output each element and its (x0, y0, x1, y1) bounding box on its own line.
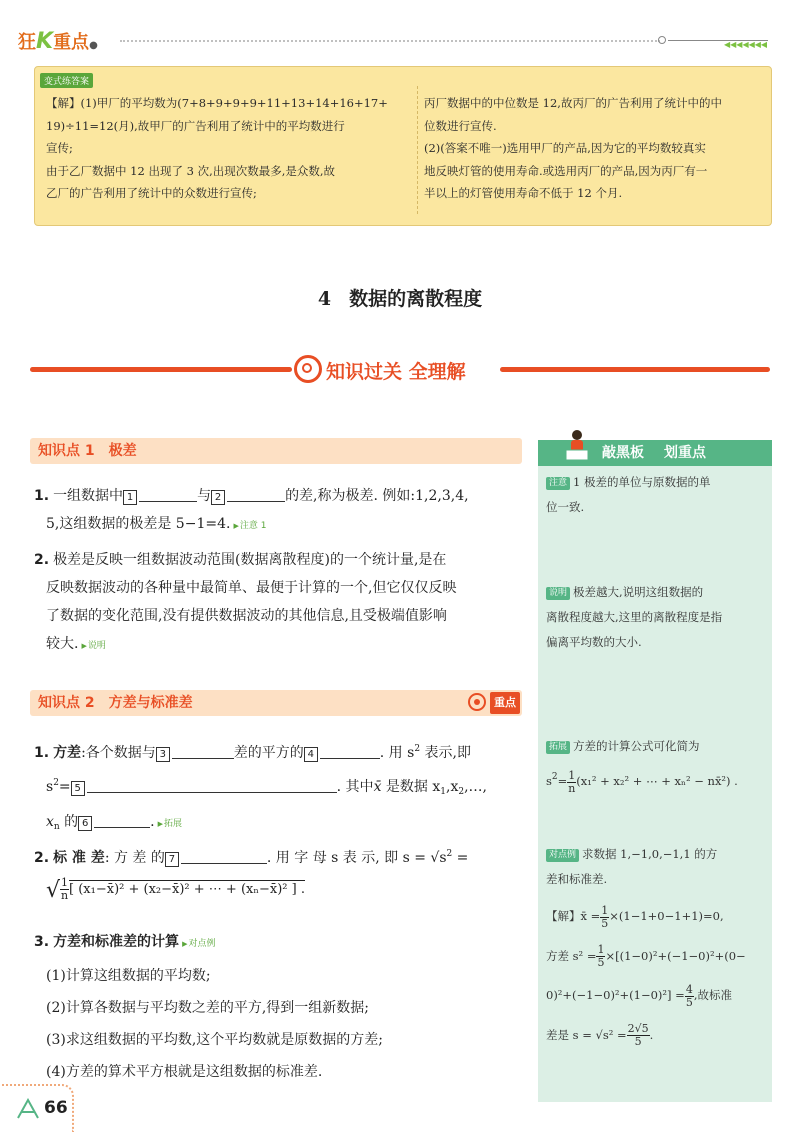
answer-line: 地反映灯管的使用寿命.或选用丙厂的产品,因为丙厂有一 (424, 163, 708, 178)
teacher-icon (562, 428, 592, 464)
target-icon (468, 693, 486, 711)
section-title: 4 数据的离散程度 (317, 288, 483, 310)
blank-number: 2 (211, 490, 225, 505)
brand-logo: 狂K重点● (18, 29, 98, 54)
answer-line: 乙厂的广告利用了统计中的众数进行宣传; (46, 186, 257, 200)
answer-line: 丙厂数据中的中位数是 12,故丙厂的广告利用了统计中的中 (424, 96, 722, 110)
fraction: $\frac{1}{n}$ (60, 876, 69, 902)
answer-line: 【解】(1)甲厂的平均数为(7+8+9+9+9+11+13+14+16+17+ (46, 96, 388, 110)
kp2-header: 知识点 2 方差与标准差 重点 (30, 690, 522, 716)
kp1-item1: 1. 一组数据中 1 与 2 的差,称为极差. 例如:1,2,3,4, 5,这组数据的极差是 5−1=4.▶ 注意 1 (34, 482, 524, 540)
answer-blank[interactable] (172, 742, 234, 759)
step: (1)计算这组数据的平均数; (46, 968, 211, 984)
kp1-header: 知识点 1 极差 (30, 438, 522, 464)
side-panel-header: 敲黑板 划重点 (538, 440, 772, 466)
answer-blank[interactable] (139, 485, 197, 502)
side-solution: 【解】x̄ = $\frac{1}{5}$ ×(1−1+0−1+1)=0, 方差 s² = $\frac{1}{5}$ ×[(1−0)²+(−1−0)²+(0− 0)²+(−1−0)²+(1−0)²] = $\frac{4}{5}$ ,故标准 差是 s = √s² = $\frac{2√5}{5}$ . (546, 903, 746, 1048)
answer-line: (2)(答案不唯一)选用甲厂的产品,因为它的平均数较真实 (424, 141, 706, 155)
kp2-item3: 3. 方差和标准差的计算▶ 对点例 (1)计算这组数据的平均数; (2)计算各数据与平均数之差的平方,得到一组新数据; (3)求这组数据的平均数,这个平均数就是原数据的方差; (4)方差的算术平方根就是这组数据的标准差. (34, 928, 524, 1086)
answer-blank[interactable] (181, 847, 267, 864)
answer-blank[interactable] (87, 776, 337, 793)
side-note-1: 注意 1 极差的单位与原数据的单 位一致. (546, 475, 711, 514)
step: (2)计算各数据与平均数之差的平方,得到一组新数据; (46, 1000, 369, 1016)
header-ring-icon (658, 36, 666, 44)
blank-number: 7 (165, 852, 179, 867)
answer-blank[interactable] (227, 485, 285, 502)
side-note-4: 对点例 求数据 1,−1,0,−1,1 的方 差和标准差. (546, 847, 718, 886)
answer-right-column (424, 92, 764, 205)
blank-number: 4 (304, 747, 318, 762)
blank-number: 1 (123, 490, 137, 505)
banner-bar-left (30, 367, 292, 372)
answer-left-column (46, 92, 412, 205)
answer-tag: 变式练答案 (40, 73, 93, 88)
banner-label: 知识过关 全理解 (294, 355, 500, 385)
banner-bar-right (500, 367, 770, 372)
page-number: 66 (44, 1098, 68, 1118)
answer-line: 由于乙厂数据中 12 出现了 3 次,出现次数最多,是众数,故 (46, 163, 336, 178)
example-link[interactable]: ▶ 对点例 (182, 939, 215, 949)
key-badge: 重点 (490, 692, 520, 714)
blank-number: 3 (156, 747, 170, 762)
answer-line: 半以上的灯管使用寿命不低于 12 个月. (424, 186, 623, 200)
blank-number: 6 (78, 816, 92, 831)
swirl-icon (294, 355, 322, 383)
answer-line: 宣传; (46, 141, 73, 155)
side-note-3: 拓展 方差的计算公式可化简为 $s^2=$ $\frac{1}{n}$ (x₁² + x₂² + ⋯ + xₙ² − nx̄²) . (546, 739, 738, 795)
kp1-item2: 2. 极差是反映一组数据波动范围(数据离散程度)的一个统计量,是在 反映数据波动的各种量中最简单、最便于计算的一个,但它仅仅反映 了数据的变化范围,没有提供数据波动的其他信息,且受极端值影响 较大.▶ 说明 (34, 546, 524, 660)
answer-line: 位数进行宣传. (424, 118, 497, 133)
answer-blank[interactable] (94, 811, 150, 828)
arrows-decoration: ◀◀◀◀◀◀◀ (724, 40, 768, 49)
compass-icon (14, 1098, 42, 1120)
explain-link[interactable]: ▶ 说明 (81, 641, 105, 651)
kp2-item2: 2. 标 准 差: 方 差 的 7 . 用 字 母 s 表 示, 即 $s = √s^2$ = √ $\frac{1}{n}$ [ (x₁−x̄)² + (x₂−x̄)² + ⋯ + (xₙ−x̄)² ] . (34, 849, 469, 903)
extend-link[interactable]: ▶ 拓展 (158, 819, 182, 829)
answer-blank[interactable] (320, 742, 380, 759)
step: (3)求这组数据的平均数,这个平均数就是原数据的方差; (46, 1032, 383, 1048)
step: (4)方差的算术平方根就是这组数据的标准差. (46, 1064, 323, 1080)
header-rule (120, 40, 660, 42)
blank-number: 5 (71, 781, 85, 796)
answer-divider (417, 86, 418, 214)
kp2-item1: 1. 方差:各个数据与 3 差的平方的 4 . 用 $s^2$ 表示,即 $s^2= 5$ . 其中x̄ 是数据 $x_1,x_2,\dots$, $x_n$ 的 6 .▶ 拓展 (34, 735, 524, 841)
side-note-2: 说明 极差越大,说明这组数据的 离散程度越大,这里的离散程度是指 偏离平均数的大小. (546, 585, 723, 649)
note-link[interactable]: ▶ 注意 1 (233, 521, 266, 531)
answer-line: 19)÷11=12(月),故甲厂的广告利用了统计中的平均数进行 (46, 118, 345, 133)
